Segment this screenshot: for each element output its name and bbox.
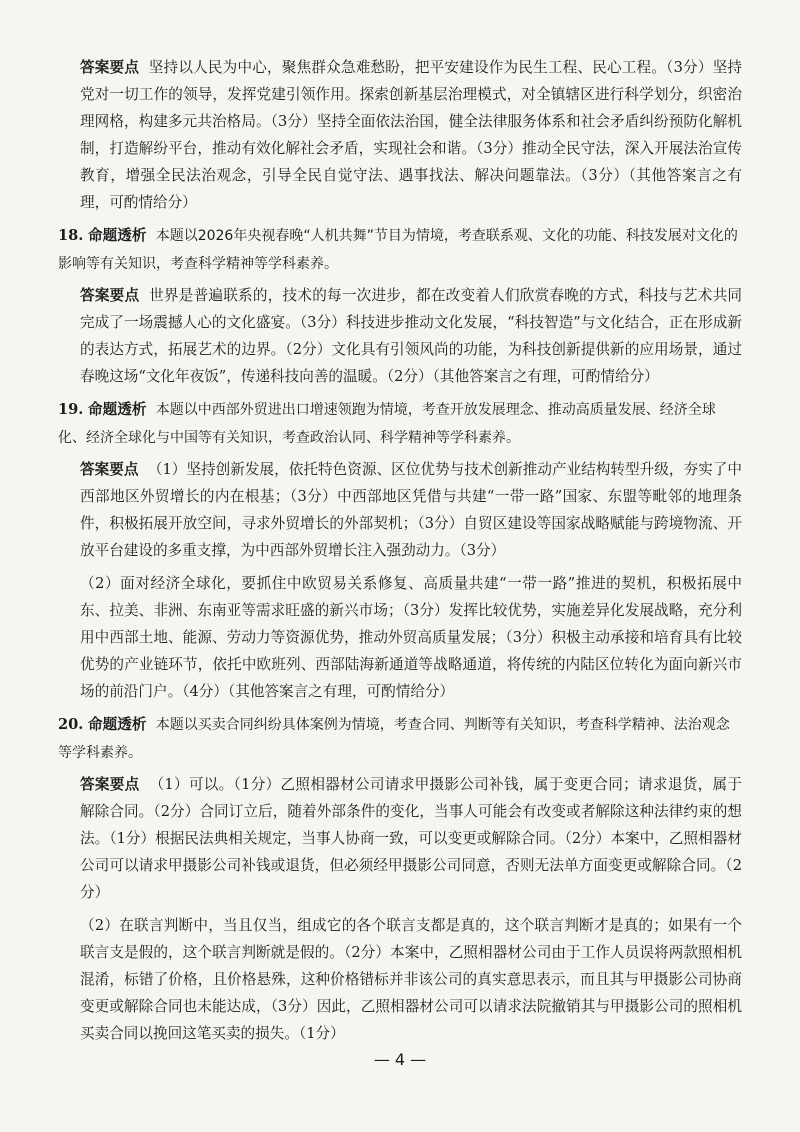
answer-text: （1）可以。（1分）乙照相器材公司请求甲摄影公司补钱，属于变更合同；请求退货，属于解除合同。（2分）合同订立后，随着外部条件的变化，当事人可能会有改变或者解除这种法律约束的想法。（1分）根据民法典相关规定，当事人协商一致，可以变更或解除合同。（2分）本案中，乙照相器材公司可以请求甲摄影公司补钱或退货，但必须经甲摄影公司同意，否则无法单方面变更或解除合同。（2分）	[80, 776, 742, 901]
question-18-answer	[80, 282, 742, 390]
analysis-text: 本题以买卖合同纠纷具体案例为情境，考查合同、判断等有关知识，考查科学精神、法治观念等学科素养。	[58, 717, 730, 761]
answer-text: 坚持以人民为中心，聚焦群众急难愁盼，把平安建设作为民生工程、民心工程。（3分）坚持党对一切工作的领导，发挥党建引领作用。探索创新基层治理模式，对全镇辖区进行科学划分，织密治理网格，构建多元共治格局。（3分）坚持全面依法治国，健全法律服务体系和社会矛盾纠纷预防化解机制，打造解纷平台，推动有效化解社会矛盾，实现社会和谐。（3分）推动全民守法，深入开展法治宣传教育，增强全民法治观念，引导全民自觉守法、遇事找法、解决问题靠法。（3分）（其他答案言之有理，可酌情给分）	[80, 59, 742, 211]
question-number: 19.	[58, 401, 84, 418]
question-19-answer-part2: （2）面对经济全球化，要抓住中欧贸易关系修复、高质量共建“一带一路”推进的契机，积极拓展中东、拉美、非洲、东南亚等需求旺盛的新兴市场；（3分）发挥比较优势，实施差异化发展战略，充分利用中西部土地、能源、劳动力等资源优势，推动外贸高质量发展；（3分）积极主动承接和培育具有比较优势的产业链环节，依托中欧班列、西部陆海新通道等战略通道，将传统的内陆区位转化为面向新兴市场的前沿门户。（4分）（其他答案言之有理，可酌情给分）	[80, 575, 742, 700]
answer-label: 答案要点	[80, 59, 140, 76]
answer-text: （1）坚持创新发展，依托特色资源、区位优势与技术创新推动产业结构转型升级，夯实了中西部地区外贸增长的内在根基；（3分）中西部地区凭借与共建“一带一路”国家、东盟等毗邻的地理条件，积极拓展开放空间，寻求外贸增长的外部契机；（3分）自贸区建设等国家战略赋能与跨境物流、开放平台建设的多重支撑，为中西部外贸增长注入强劲动力。（3分）	[80, 461, 742, 559]
question-20-answer-part1	[80, 771, 742, 906]
question-number: 18.	[58, 227, 84, 244]
question-18	[58, 222, 742, 390]
page-number: — 4 —	[373, 1050, 427, 1069]
analysis-text: 本题以中西部外贸进出口增速领跑为情境，考查开放发展理念、推动高质量发展、经济全球化、经济全球化与中国等有关知识，考查政治认同、科学精神等学科素养。	[58, 402, 716, 446]
analysis-label: 命题透析	[88, 227, 147, 244]
question-number: 20.	[58, 716, 84, 733]
answer-text: 世界是普遍联系的，技术的每一次进步，都在改变着人们欣赏春晚的方式，科技与艺术共同完成了一场震撼人心的文化盛宴。（3分）科技进步推动文化发展，“科技智造”与文化结合，正在形成新的表达方式，拓展艺术的边界。（2分）文化具有引领风尚的功能，为科技创新提供新的应用场景，通过春晚这场“文化年夜饭”，传递科技向善的温暖。（2分）（其他答案言之有理，可酌情给分）	[80, 287, 742, 385]
question-20-analysis	[58, 711, 742, 767]
question-19-analysis	[58, 396, 742, 452]
answer-label: 答案要点	[80, 461, 139, 478]
answer-block-17	[80, 54, 742, 216]
question-20-answer-part2: （2）在联言判断中，当且仅当，组成它的各个联言支都是真的，这个联言判断才是真的；如果有一个联言支是假的，这个联言判断就是假的。（2分）本案中，乙照相器材公司由于工作人员误将两款照相机混淆，标错了价格，且价格悬殊，这种价格错标并非该公司的真实意思表示，而且其与甲摄影公司协商变更或解除合同也未能达成，（3分）因此，乙照相器材公司可以请求法院撤销其与甲摄影公司的照相机买卖合同以挽回这笔买卖的损失。（1分）	[80, 917, 742, 1042]
analysis-text: 本题以2026年央视春晚“人机共舞”节目为情境，考查联系观、文化的功能、科技发展对文化的影响等有关知识，考查科学精神等学科素养。	[58, 228, 738, 272]
answer-label: 答案要点	[80, 287, 140, 304]
question-20	[58, 711, 742, 1047]
analysis-label: 命题透析	[88, 716, 147, 733]
question-19-answer-part1	[80, 456, 742, 564]
question-19	[58, 396, 742, 705]
analysis-label: 命题透析	[88, 401, 147, 418]
question-18-analysis	[58, 222, 742, 278]
answer-label: 答案要点	[80, 776, 140, 793]
